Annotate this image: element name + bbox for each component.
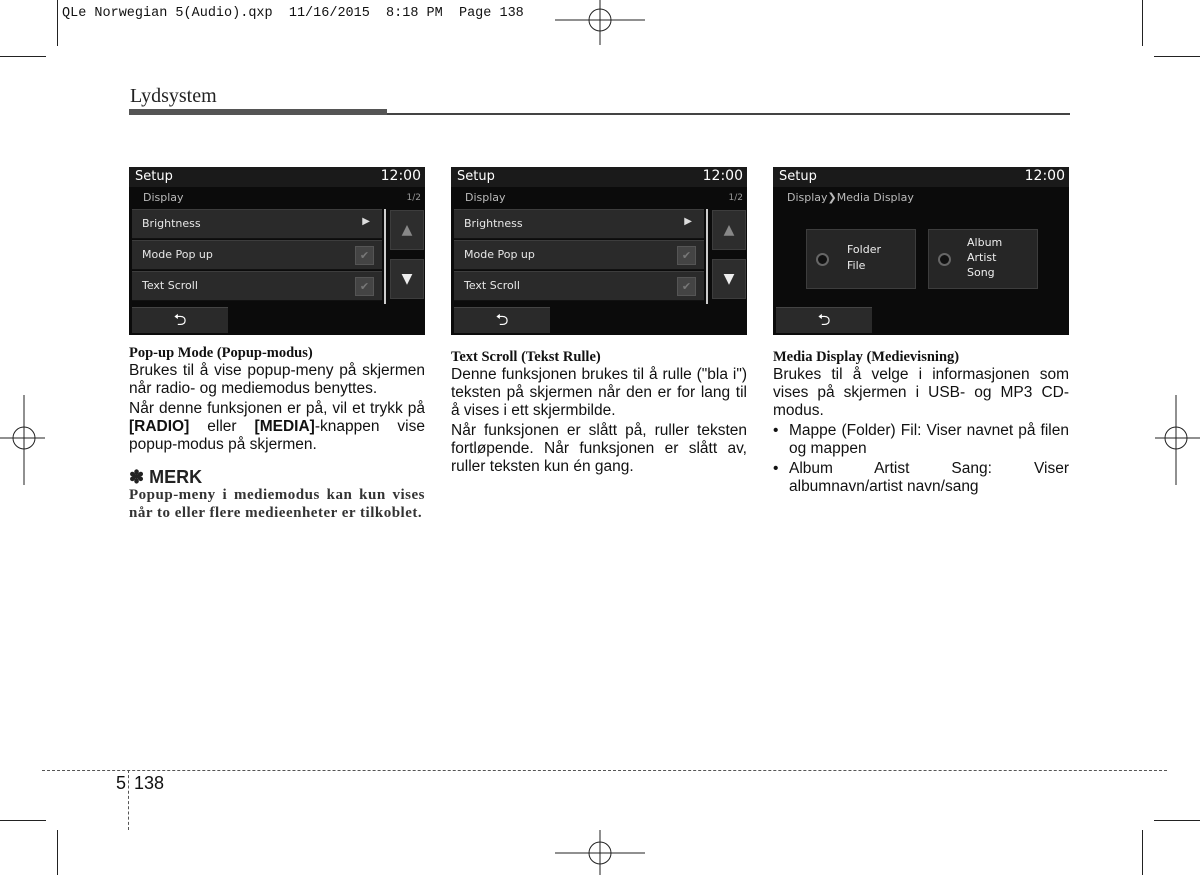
menu-item-text-scroll[interactable] (132, 271, 382, 301)
scroll-down-button[interactable]: ▼ (390, 259, 424, 299)
registration-mark-right (1155, 395, 1200, 485)
registration-mark-top (555, 0, 645, 45)
screen-title: Setup (135, 169, 173, 184)
menu-item-brightness[interactable] (454, 209, 704, 239)
screen-clock: 12:00 (380, 168, 421, 184)
menu-item-label: Mode Pop up (464, 248, 535, 261)
registration-mark-left (0, 395, 45, 485)
menu-item-mode-pop-up[interactable] (132, 240, 382, 270)
column-3 (773, 348, 1069, 496)
option-album-artist-song[interactable] (928, 229, 1038, 289)
radio-button-icon (816, 253, 829, 266)
screen-clock: 12:00 (1024, 168, 1065, 184)
scroll-up-button[interactable]: ▲ (390, 210, 424, 250)
crop-mark (57, 0, 58, 46)
crop-mark (1142, 0, 1143, 46)
note-title: ✽ MERK (129, 467, 203, 487)
back-button[interactable]: ⮌ (454, 307, 550, 333)
screen-subtitle: Display (465, 191, 506, 204)
scrollbar-track (706, 209, 708, 304)
radio-button-icon (938, 253, 951, 266)
section-title: Lydsystem (130, 85, 217, 107)
option-folder-file[interactable] (806, 229, 916, 289)
list-item: • Album Artist Sang: Viser albumnavn/artist navn/sang (773, 460, 1069, 496)
paragraph: Når denne funksjonen er på, vil et trykk på [RADIO] eller [MEDIA]-knappen vise popup-modus på skjermen. (129, 400, 425, 453)
column-2 (451, 348, 747, 476)
media-display-heading: Media Display (Medievisning) (773, 349, 960, 365)
back-button[interactable]: ⮌ (132, 307, 228, 333)
screen-header (129, 167, 425, 187)
paragraph: Brukes til å vise popup-meny på skjermen når radio- og mediemodus benyttes. (129, 362, 425, 397)
list-item: • Mappe (Folder) Fil: Viser navnet på filen og mappen (773, 422, 1069, 458)
menu-item-mode-pop-up[interactable] (454, 240, 704, 270)
display-setup-screen-1 (129, 167, 425, 335)
option-line: File (847, 259, 866, 272)
option-line: Album (967, 236, 1003, 249)
crop-mark (57, 830, 58, 875)
crop-mark (1154, 820, 1200, 821)
option-line: Artist (967, 251, 997, 264)
print-header: QLe Norwegian 5(Audio).qxp 11/16/2015 8:18 PM Page 138 (62, 6, 524, 21)
menu-item-label: Brightness (142, 217, 201, 230)
paragraph: Denne funksjonen brukes til å rulle ("bla i") teksten på skjermen når den er for lang til å vises i ett skjermbilde. (451, 366, 747, 419)
screen-title: Setup (779, 169, 817, 184)
checkbox-icon[interactable]: ✔ (355, 277, 374, 296)
note-text: Popup-meny i mediemodus kan kun vises når to eller flere medieenheter er tilkoblet. (129, 487, 425, 521)
menu-item-brightness[interactable] (132, 209, 382, 239)
crop-mark (0, 820, 46, 821)
screen-breadcrumb: Display❯Media Display (787, 191, 914, 204)
title-rule (387, 113, 1070, 115)
registration-mark-bottom (555, 830, 645, 875)
scroll-down-button[interactable]: ▼ (712, 259, 746, 299)
menu-item-label: Mode Pop up (142, 248, 213, 261)
paragraph: Når funksjonen er slått på, ruller teksten fortløpende. Når funksjonen er slått av, ruller teksten kun én gang. (451, 422, 747, 475)
option-line: Song (967, 266, 995, 279)
checkbox-icon[interactable]: ✔ (677, 246, 696, 265)
screen-subtitle: Display (143, 191, 184, 204)
text-scroll-heading: Text Scroll (Tekst Rulle) (451, 349, 601, 365)
arrow-right-icon: ▶ (684, 216, 692, 227)
crop-mark (1154, 56, 1200, 57)
screen-header (451, 167, 747, 187)
page-indicator: 1/2 (406, 193, 421, 203)
menu-item-text-scroll[interactable] (454, 271, 704, 301)
page-number: 138 (134, 773, 165, 793)
media-display-screen (773, 167, 1069, 335)
scroll-up-button[interactable]: ▲ (712, 210, 746, 250)
footer-divider-vertical (128, 770, 129, 830)
checkbox-icon[interactable]: ✔ (355, 246, 374, 265)
paragraph: Brukes til å velge i informasjonen som vises på skjermen i USB- og MP3 CD-modus. (773, 366, 1069, 419)
option-line: Folder (847, 243, 881, 256)
checkbox-icon[interactable]: ✔ (677, 277, 696, 296)
display-setup-screen-2 (451, 167, 747, 335)
arrow-right-icon: ▶ (362, 216, 370, 227)
screen-header (773, 167, 1069, 187)
column-1 (129, 344, 425, 522)
screen-title: Setup (457, 169, 495, 184)
title-rule-dark (129, 109, 387, 115)
menu-item-label: Text Scroll (464, 279, 520, 292)
screen-clock: 12:00 (702, 168, 743, 184)
scrollbar-track (384, 209, 386, 304)
popup-mode-heading: Pop-up Mode (Popup-modus) (129, 345, 313, 361)
chapter-number: 5 (116, 773, 127, 793)
crop-mark (1142, 830, 1143, 875)
back-button[interactable]: ⮌ (776, 307, 872, 333)
menu-item-label: Brightness (464, 217, 523, 230)
crop-mark (0, 56, 46, 57)
menu-item-label: Text Scroll (142, 279, 198, 292)
page-indicator: 1/2 (728, 193, 743, 203)
footer-divider (42, 770, 1167, 771)
